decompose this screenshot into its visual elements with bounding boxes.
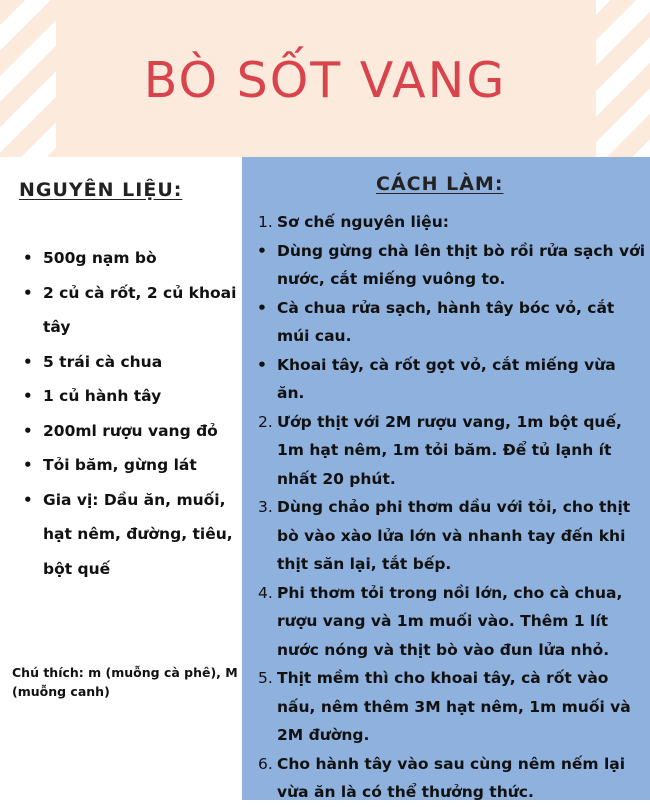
step-number: 2. <box>258 412 273 431</box>
method-substep: • Dùng gừng chà lên thịt bò rồi rửa sạch với nước, cắt miếng vuông to. <box>244 237 648 294</box>
ingredient-item: • Tỏi băm, gừng lát <box>43 448 238 483</box>
unit-note: Chú thích: m (muỗng cà phê), M (muỗng canh) <box>12 665 238 699</box>
ingredient-item: • Gia vị: Dầu ăn, muối, hạt nêm, đường, tiêu, bột quế <box>43 483 238 587</box>
method-step <box>244 408 648 494</box>
method-substep: • Khoai tây, cà rốt gọt vỏ, cắt miếng vừa ăn. <box>244 351 648 408</box>
step-number: 3. <box>258 498 273 516</box>
method-step <box>244 493 648 579</box>
method-step <box>244 579 648 665</box>
step-number: 1. <box>258 213 273 231</box>
method-steps <box>244 208 648 807</box>
step-text: Sơ chế nguyên liệu: <box>277 213 449 231</box>
step-text: Thịt mềm thì cho khoai tây, cà rốt vào nấu, nêm thêm 3M hạt nêm, 1m muối và 2M đường. <box>277 669 631 744</box>
method-section <box>242 157 650 800</box>
ingredient-item: • 5 trái cà chua <box>43 345 238 380</box>
step-text: Cho hành tây vào sau cùng nêm nếm lại vừa ăn là có thể thưởng thức. <box>277 754 626 801</box>
method-step <box>244 208 648 237</box>
method-step <box>244 664 648 750</box>
step-number: 4. <box>258 583 273 602</box>
step-text: Ướp thịt với 2M rượu vang, 1m bột quế, 1m hạt nêm, 1m tỏi băm. Để tủ lạnh ít nhất 20 phút. <box>277 412 622 488</box>
method-heading: CÁCH LÀM: <box>376 173 504 195</box>
step-text: Dùng chảo phi thơm dầu với tỏi, cho thịt bò vào xào lửa lớn và nhanh tay đến khi thịt săn lại, tắt bếp. <box>277 498 631 573</box>
method-step <box>244 750 648 807</box>
ingredients-heading: NGUYÊN LIỆU: <box>19 179 183 201</box>
header-stripes <box>0 0 650 157</box>
ingredient-item: • 200ml rượu vang đỏ <box>43 414 238 449</box>
ingredient-item: • 1 củ hành tây <box>43 379 238 414</box>
ingredient-item: • 2 củ cà rốt, 2 củ khoai tây <box>43 276 238 345</box>
step-number: 6. <box>258 754 273 773</box>
ingredient-item: • 500g nạm bò <box>43 241 238 276</box>
step-text: Phi thơm tỏi trong nồi lớn, cho cà chua, rượu vang và 1m muối vào. Thêm 1 lít nước nóng và thịt bò vào đun lửa nhỏ. <box>277 583 623 659</box>
ingredients-list <box>43 241 238 586</box>
step-number: 5. <box>258 669 273 687</box>
method-substep: • Cà chua rửa sạch, hành tây bóc vỏ, cắt múi cau. <box>244 294 648 351</box>
ingredients-section <box>0 157 242 800</box>
recipe-title: BÒ SỐT VANG <box>143 52 507 109</box>
